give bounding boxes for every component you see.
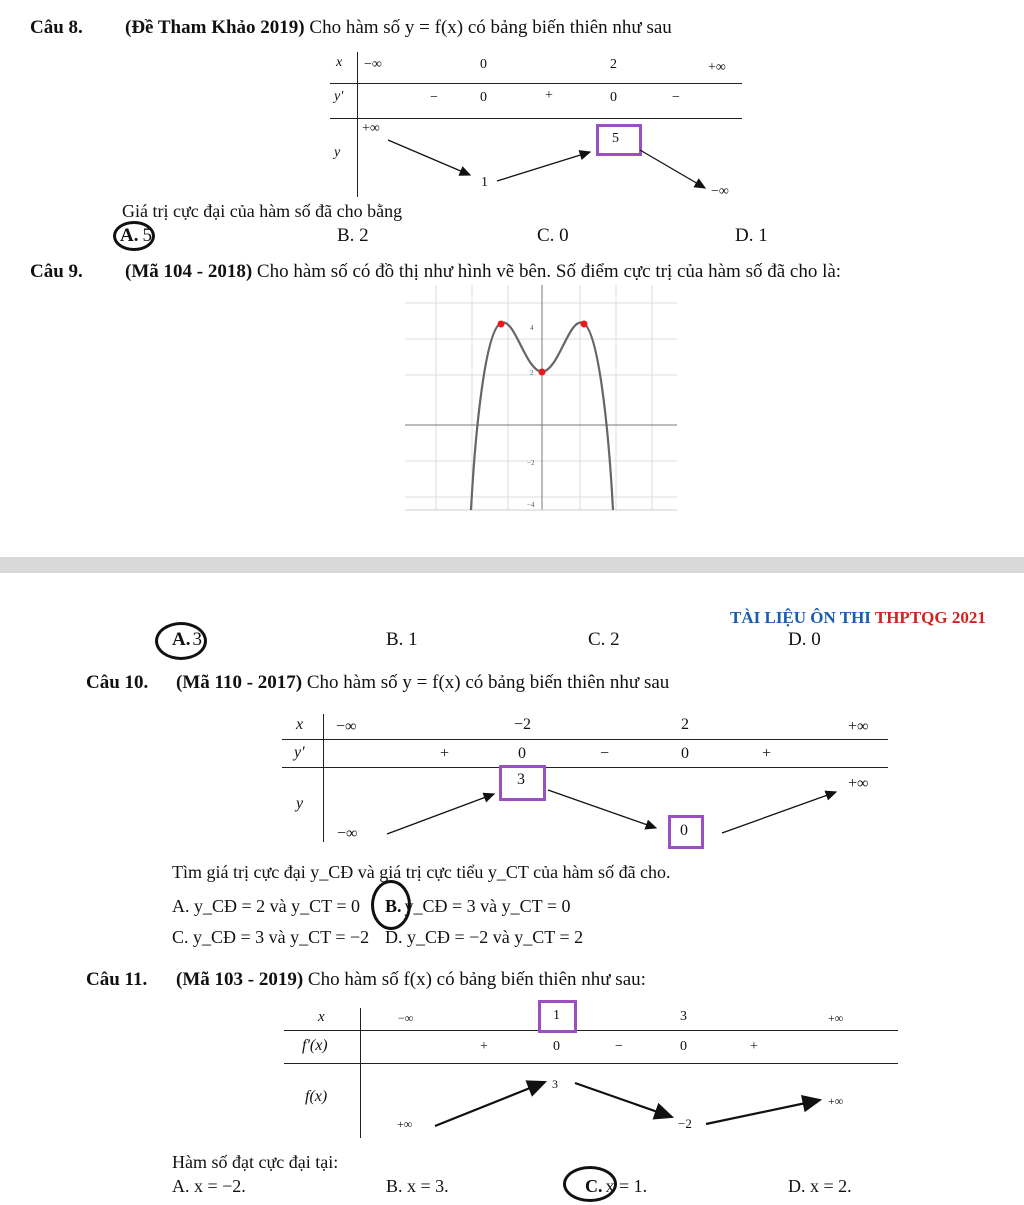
q11-x-val: 3 [680,1009,687,1024]
q11-x-val: +∞ [828,1011,844,1025]
q9-source: (Mã 104 - 2018) [125,261,253,282]
q11-fp-label: f'(x) [302,1037,328,1054]
q10-source: (Mã 110 - 2017) [176,672,303,693]
q9-answer-c[interactable]: C. 2 [588,629,620,650]
q9-statement: Cho hàm số có đồ thị như hình vẽ bên. Số điểm cực trị của hàm số đã cho là: [256,261,842,282]
brand-part-1: TÀI LIỆU ÔN THI [730,608,875,627]
q10-x-val: −2 [514,716,532,733]
q11-source: (Mã 103 - 2019) [176,969,304,990]
q10-y-val: 0 [680,822,688,839]
q10-answer-a[interactable]: A. y_CĐ = 2 và y_CT = 0 [172,896,360,916]
q10-answer-b-letter: B. [385,896,402,916]
q8-sign: 0 [610,90,617,105]
q11-y-val: −2 [678,1116,692,1131]
q10-yp-label: y' [294,744,305,761]
q9-tick: −4 [527,501,535,509]
q11-x-val: −∞ [398,1011,414,1025]
q8-question: Giá trị cực đại của hàm số đã cho bằng [122,201,403,221]
q10-answer-d[interactable]: D. y_CĐ = −2 và y_CT = 2 [385,927,584,947]
q11-question: Hàm số đạt cực đại tại: [172,1152,339,1172]
q10-x-val: +∞ [848,718,869,735]
q10-sign: + [762,745,772,762]
q8-y-val: 1 [481,175,488,190]
q10-label: Câu 10. [86,672,149,693]
q8-x-val: 2 [610,57,617,72]
q8-yp-label: y' [334,89,344,104]
q9-tick: −2 [527,459,535,467]
q10-x-val: 2 [681,716,689,733]
q8-answer-a-letter: A. [120,225,139,246]
q8-sign: + [545,88,553,103]
q8-answer-b[interactable]: B. 2 [337,225,369,246]
q11-x-val: 1 [553,1008,560,1023]
q9-answer-b[interactable]: B. 1 [386,629,418,650]
q8-x-val: +∞ [708,60,726,75]
q10-y-label: y [296,795,304,812]
q10-x-val: −∞ [336,718,357,735]
q11-sign: − [615,1039,623,1054]
q11-sign: 0 [680,1039,687,1054]
q9-answer-a-letter: A. [172,629,191,650]
q9-tick: 2 [530,369,534,377]
q11-f-label: f(x) [305,1088,328,1105]
q11-sign: + [480,1039,488,1054]
q8-y-val: 5 [612,131,619,146]
q8-sign: − [430,90,438,105]
q9-label: Câu 9. [30,261,83,282]
q10-y-val: −∞ [337,825,358,842]
q9-answer-a-value: 3 [192,629,202,650]
q11-y-val: +∞ [828,1094,844,1108]
q10-x-label: x [296,716,304,733]
q8-y-val: +∞ [362,121,380,136]
q11-sign: 0 [553,1039,560,1054]
q11-answer-c-value: x = 1. [605,1176,648,1196]
q11-answer-c-letter: C. [585,1176,603,1196]
q10-statement: Cho hàm số y = f(x) có bảng biến thiên như sau [306,672,670,693]
q10-sign: + [440,745,450,762]
q11-sign: + [750,1039,758,1054]
q11-statement: Cho hàm số f(x) có bảng biến thiên như sau: [307,969,646,990]
q8-x-val: −∞ [364,57,382,72]
q8-statement: Cho hàm số y = f(x) có bảng biến thiên như sau [309,17,672,38]
q9-answer-d[interactable]: D. 0 [788,629,821,650]
q11-answer-c[interactable] [585,1176,647,1197]
q8-sign: 0 [480,90,487,105]
q8-y-label: y [334,145,341,160]
q10-sign: 0 [681,745,689,762]
q8-source: (Đề Tham Khảo 2019) [125,17,305,38]
q11-label: Câu 11. [86,969,148,990]
brand-part-2: THPTQG 2021 [874,608,986,627]
q10-sign: − [600,745,610,762]
q8-label: Câu 8. [30,17,83,38]
q10-answer-c[interactable]: C. y_CĐ = 3 và y_CT = −2 [172,927,370,947]
q8-answer-c[interactable]: C. 0 [537,225,569,246]
q11-answer-a[interactable]: A. x = −2. [172,1176,246,1196]
q11-answer-d[interactable]: D. x = 2. [788,1176,852,1196]
q8-answer-d[interactable]: D. 1 [735,225,768,246]
q10-answer-b-value: y_CĐ = 3 và y_CT = 0 [404,896,571,916]
q10-y-val: +∞ [848,775,869,792]
q11-y-val: +∞ [397,1117,413,1131]
q8-y-val: −∞ [711,184,729,199]
q8-answer-a-value: 5 [142,225,152,246]
q10-y-val: 3 [517,771,525,788]
q8-x-label: x [336,55,343,70]
q8-x-val: 0 [480,57,487,72]
q11-y-val: 3 [552,1077,558,1091]
q8-sign: − [672,90,680,105]
q10-sign: 0 [518,745,526,762]
q11-x-label: x [318,1009,325,1025]
q9-tick: 4 [530,324,534,332]
q11-answer-b[interactable]: B. x = 3. [386,1176,449,1196]
q10-question: Tìm giá trị cực đại y_CĐ và giá trị cực tiểu y_CT của hàm số đã cho. [172,862,671,882]
